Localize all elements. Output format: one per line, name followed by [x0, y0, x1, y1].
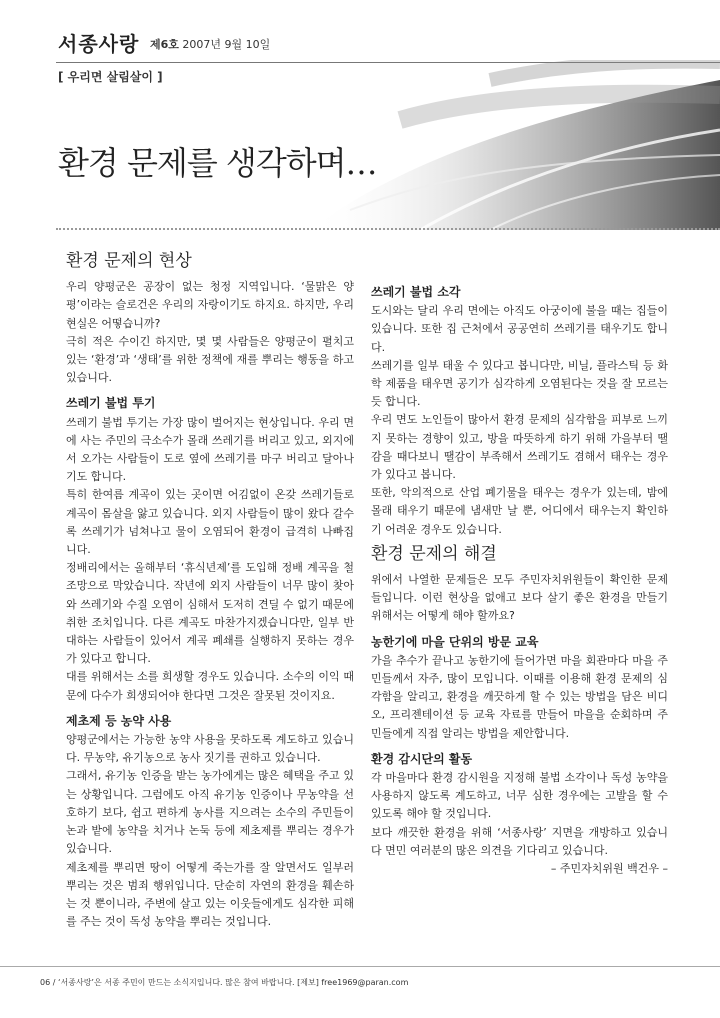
newsletter-title: 서종사랑	[58, 32, 140, 56]
paragraph: 또한, 악의적으로 산업 폐기물을 태우는 경우가 있는데, 밤에 몰래 태우기 때문에 냄새만 날 뿐, 어디에서 태우는지 확인하기 어려운 경우도 있습니다.	[371, 486, 668, 536]
paragraph: 가을 추수가 끝나고 농한기에 들어가면 마을 회관마다 마을 주민들께서 자주, 많이 모입니다. 이때를 이용해 환경 문제의 심각함을 알리고, 환경을 깨끗하게 할 수 있는 방법을 담은 비디오, 프리젠테이션 등 교육 자료를 만들어 마을을 순회하며 주민들에게 직접 알리는 방법을 제안합니다.	[371, 653, 668, 740]
section-heading: 환경 문제의 해결	[371, 543, 497, 564]
dotted-divider	[56, 228, 720, 230]
subsection-heading: 환경 감시단의 활동	[371, 751, 473, 766]
paragraph: 정배리에서는 올해부터 ‘휴식년제’를 도입해 정배 계곡을 철조망으로 막았습니다. 작년에 외지 사람들이 너무 많이 찾아와 쓰레기와 수질 오염이 심해서 도저히 견딜 수 없기 때문에 취한 조치입니다. 다른 계곡도 마찬가지겠습니다만, 일부 반대하는 사람들이 있어서 계곡 폐쇄를 실행하지 못하는 경우가 있다고 합니다.	[66, 561, 354, 666]
issue-number: 제6호	[150, 38, 179, 51]
paragraph: 그래서, 유기농 인증을 받는 농가에게는 많은 혜택을 주고 있는 상황입니다. 그럼에도 아직 유기농 인증이나 무농약을 선호하기 보다, 쉽고 편하게 농사를 지으려는 소수의 주민들이 논과 밭에 농약을 치거나 논둑 등에 제초제를 뿌리는 경우가 있습니다.	[66, 769, 354, 856]
paragraph: 특히 한여름 계곡이 있는 곳이면 어김없이 온갖 쓰레기들로 계곡이 몸살을 앓고 있습니다. 외지 사람들이 많이 왔다 갈수록 쓰레기가 넘쳐나고 물이 오염되어 환경이 급격히 나빠집니다.	[66, 488, 354, 557]
paragraph: 보다 깨끗한 환경을 위해 ‘서종사랑’ 지면을 개방하고 있습니다 면민 여러분의 많은 의견을 기다리고 있습니다.	[371, 825, 668, 857]
right-column	[371, 276, 668, 878]
issue-date: 2007년 9월 10일	[182, 38, 271, 51]
subsection-heading: 농한기에 마을 단위의 방문 교육	[371, 634, 539, 649]
subsection-heading: 쓰레기 불법 소각	[371, 285, 461, 299]
subsection-heading: 쓰레기 불법 투기	[66, 396, 156, 411]
paragraph: 양평군에서는 가능한 농약 사용을 못하도록 계도하고 있습니다. 무농약, 유기농으로 농사 짓기를 권하고 있습니다.	[66, 733, 354, 765]
subsection-heading: 제초제 등 농약 사용	[66, 713, 172, 728]
left-column	[66, 246, 354, 931]
issue-info	[150, 36, 270, 52]
section-tag: [ 우리면 살림살이 ]	[58, 70, 163, 84]
paragraph: 위에서 나열한 문제들은 모두 주민자치위원들이 확인한 문제들입니다. 이런 현상을 없애고 보다 살기 좋은 환경을 만들기 위해서는 어떻게 해야 할까요?	[371, 573, 668, 623]
paragraph: 쓰레기 불법 투기는 가장 많이 벌어지는 현상입니다. 우리 면에 사는 주민의 극소수가 몰래 쓰레기를 버리고 있고, 외지에서 오가는 사람들이 도로 옆에 쓰레기를 마구 버리고 달아나기도 합니다.	[66, 415, 354, 484]
paragraph: 극히 적은 수이긴 하지만, 몇 몇 사람들은 양평군이 펼치고 있는 ‘환경’과 ‘생태’를 위한 정책에 재를 뿌리는 행동을 하고 있습니다.	[66, 334, 354, 385]
footer-divider	[0, 966, 720, 967]
paragraph: 도시와는 달리 우리 면에는 아직도 아궁이에 불을 때는 집들이 있습니다. 또한 집 근처에서 공공연히 쓰레기를 태우기도 합니다.	[371, 304, 668, 354]
paragraph: 쓰레기를 일부 태울 수 있다고 봅니다만, 비닐, 플라스틱 등 화학 제품을 태우면 공기가 심각하게 오염된다는 것을 잘 모르는 듯 합니다.	[371, 358, 668, 409]
footer-note: 06 / ‘서종사랑’은 서종 주민이 만드는 소식지입니다. 많은 참여 바랍니다. [제보] free1969@paran.com	[40, 978, 409, 987]
paragraph: 각 마을마다 환경 감시원을 지정해 불법 소각이나 독성 농약을 사용하지 않도록 계도하고, 너무 심한 경우에는 고발을 할 수 있도록 해야 할 것입니다.	[371, 771, 668, 821]
author-signature: – 주민자치위원 백건우 –	[550, 862, 668, 876]
paragraph: 우리 면도 노인들이 많아서 환경 문제의 심각함을 피부로 느끼지 못하는 경향이 있고, 방을 따뜻하게 하기 위해 가을부터 땔감을 때다보니 땔감이 부족해서 쓰레기도 겸해서 태우는 경우가 있다고 봅니다.	[371, 413, 668, 482]
paragraph: 제초제를 뿌리면 땅이 어떻게 죽는가를 잘 알면서도 일부러 뿌리는 것은 범죄 행위입니다. 단순히 자연의 환경을 훼손하는 것 뿐이니라, 주변에 살고 있는 이웃들에게도 심각한 피해를 주는 것이 독성 농약을 뿌리는 것입니다.	[66, 860, 354, 929]
section-heading: 환경 문제의 현상	[66, 251, 192, 271]
paragraph: 대를 위해서는 소를 희생할 경우도 있습니다. 소수의 이익 때문에 다수가 희생되어야 한다면 그것은 잘못된 것이지요.	[66, 670, 354, 702]
article-headline: 환경 문제를 생각하며…	[58, 144, 377, 182]
paragraph: 우리 양평군은 공장이 없는 청정 지역입니다. ‘물맑은 양평’이라는 슬로건은 우리의 자랑이기도 하지요. 하지만, 우리 현실은 어떻습니까?	[66, 280, 354, 330]
